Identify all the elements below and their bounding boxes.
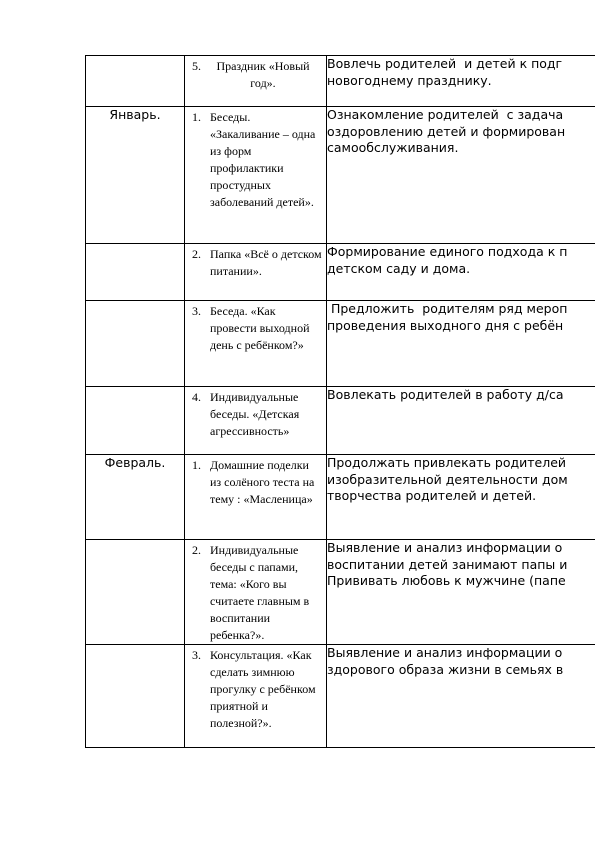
goal-cell: Формирование единого подхода к п детском саду и дома. (327, 244, 595, 301)
event-number: 5. (192, 59, 201, 73)
month-cell (86, 56, 185, 107)
event-text: Индивидуальные беседы с папами, тема: «Кого вы считаете главным в воспитании ребенка?». (210, 543, 310, 642)
month-cell (86, 244, 185, 301)
goal-cell: Продолжать привлекать родителей изобразительной деятельности дом творчества родителей и детей. (327, 455, 595, 540)
month-cell (86, 301, 185, 387)
event-text: Папка «Всё о детском питании». (210, 247, 322, 278)
table-row (86, 107, 595, 244)
table-row (86, 56, 595, 107)
event-cell (185, 387, 327, 455)
event-number: 2. (192, 247, 201, 261)
table-row (86, 455, 595, 540)
event-text: Индивидуальные беседы. «Детская агрессивность» (210, 390, 300, 438)
plan-table (85, 55, 595, 748)
goal-cell: Ознакомление родителей с задача оздоровлению детей и формирован самообслуживания. (327, 107, 595, 244)
event-cell (185, 540, 327, 645)
goal-cell: Выявление и анализ информации о воспитании детей занимают папы и Прививать любовь к мужчине (папе (327, 540, 595, 645)
event-number: 3. (192, 648, 201, 662)
event-text: Консультация. «Как сделать зимнюю прогулку с ребёнком приятной и полезной?». (210, 648, 316, 730)
event-cell (185, 455, 327, 540)
event-text: Беседы. «Закаливание – одна из форм профилактики простудных заболеваний детей». (210, 110, 316, 209)
event-number: 1. (192, 458, 201, 472)
event-number: 1. (192, 110, 201, 124)
table-row (86, 244, 595, 301)
table-row (86, 301, 595, 387)
table-row (86, 645, 595, 748)
event-text: Праздник «Новый год». (216, 59, 310, 90)
event-cell (185, 56, 327, 107)
event-text: Домашние поделки из солёного теста на тему : «Масленица» (210, 458, 315, 506)
event-cell (185, 244, 327, 301)
goal-cell: Вовлекать родителей в работу д/са (327, 387, 595, 455)
event-cell (185, 107, 327, 244)
month-cell: Февраль. (86, 455, 185, 540)
goal-cell: Выявление и анализ информации о здорового образа жизни в семьях в (327, 645, 595, 748)
month-cell (86, 387, 185, 455)
table-row (86, 540, 595, 645)
month-cell: Январь. (86, 107, 185, 244)
month-cell (86, 645, 185, 748)
table-row (86, 387, 595, 455)
event-number: 4. (192, 390, 201, 404)
event-number: 3. (192, 304, 201, 318)
event-cell (185, 301, 327, 387)
month-cell (86, 540, 185, 645)
event-number: 2. (192, 543, 201, 557)
goal-cell: Вовлечь родителей и детей к подг новогоднему празднику. (327, 56, 595, 107)
event-text: Беседа. «Как провести выходной день с ребёнком?» (210, 304, 310, 352)
goal-cell: Предложить родителям ряд мероп проведения выходного дня с ребён (327, 301, 595, 387)
event-cell (185, 645, 327, 748)
